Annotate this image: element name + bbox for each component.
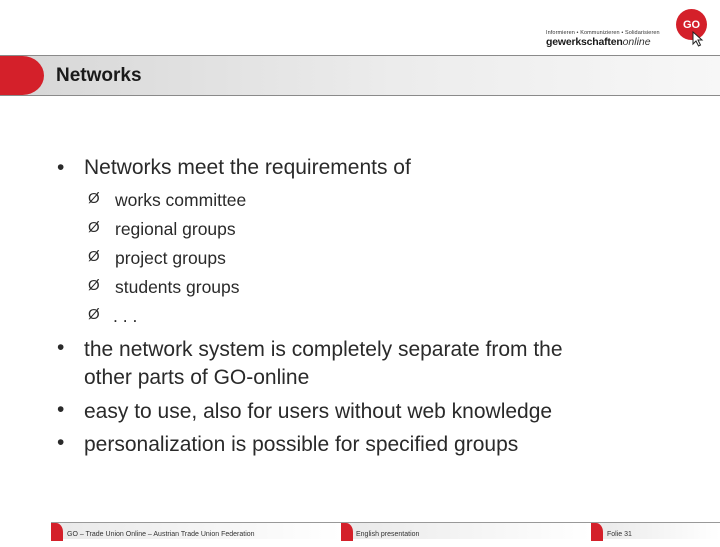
footer-middle-text: English presentation (356, 531, 420, 538)
arrow-icon: Ø (88, 248, 100, 265)
footer-tab-accent (341, 523, 353, 541)
bullet-text-line: personalization is possible for specified groups (84, 433, 519, 456)
bullet-symbol: • (57, 336, 65, 359)
footer-segment-middle (341, 522, 591, 539)
arrow-icon: Ø (88, 277, 100, 294)
bullet-text-line: other parts of GO-online (84, 366, 310, 389)
footer-segment-right (591, 522, 720, 539)
cursor-icon (692, 31, 706, 47)
bullet-text: Networks meet the requirements of (84, 156, 411, 179)
logo-badge: GO (676, 9, 707, 40)
slide-number: Folie 31 (607, 531, 632, 538)
sub-bullet-text: regional groups (115, 219, 236, 239)
sub-bullet-text: project groups (115, 248, 226, 268)
logo-word-main: gewerkschaften (546, 36, 623, 48)
footer-segment-left (51, 522, 341, 539)
title-bar (0, 55, 720, 96)
bullet-symbol: • (57, 156, 65, 179)
title-accent (0, 56, 44, 95)
footer (0, 522, 720, 540)
arrow-icon: Ø (88, 190, 100, 207)
slide-title: Networks (56, 65, 142, 86)
sub-bullet-text: works committee (115, 190, 247, 210)
logo-wordmark (546, 36, 651, 48)
logo-tagline: Informieren • Kommunizieren • Solidarisieren (546, 30, 660, 36)
bullet-text-line: the network system is completely separate from the (84, 338, 563, 361)
sub-bullet-text: students groups (115, 277, 240, 297)
bullet-symbol: • (57, 398, 65, 421)
sub-bullet-text: . . . (113, 306, 138, 326)
arrow-icon: Ø (88, 219, 100, 236)
footer-tab-accent (591, 523, 603, 541)
bullet-symbol: • (57, 431, 65, 454)
arrow-icon: Ø (88, 306, 100, 323)
footer-left-text: GO – Trade Union Online – Austrian Trade Union Federation (67, 531, 255, 538)
footer-tab-accent (51, 523, 63, 541)
logo-word-online: online (622, 36, 651, 48)
bullet-text-line: easy to use, also for users without web knowledge (84, 400, 553, 423)
